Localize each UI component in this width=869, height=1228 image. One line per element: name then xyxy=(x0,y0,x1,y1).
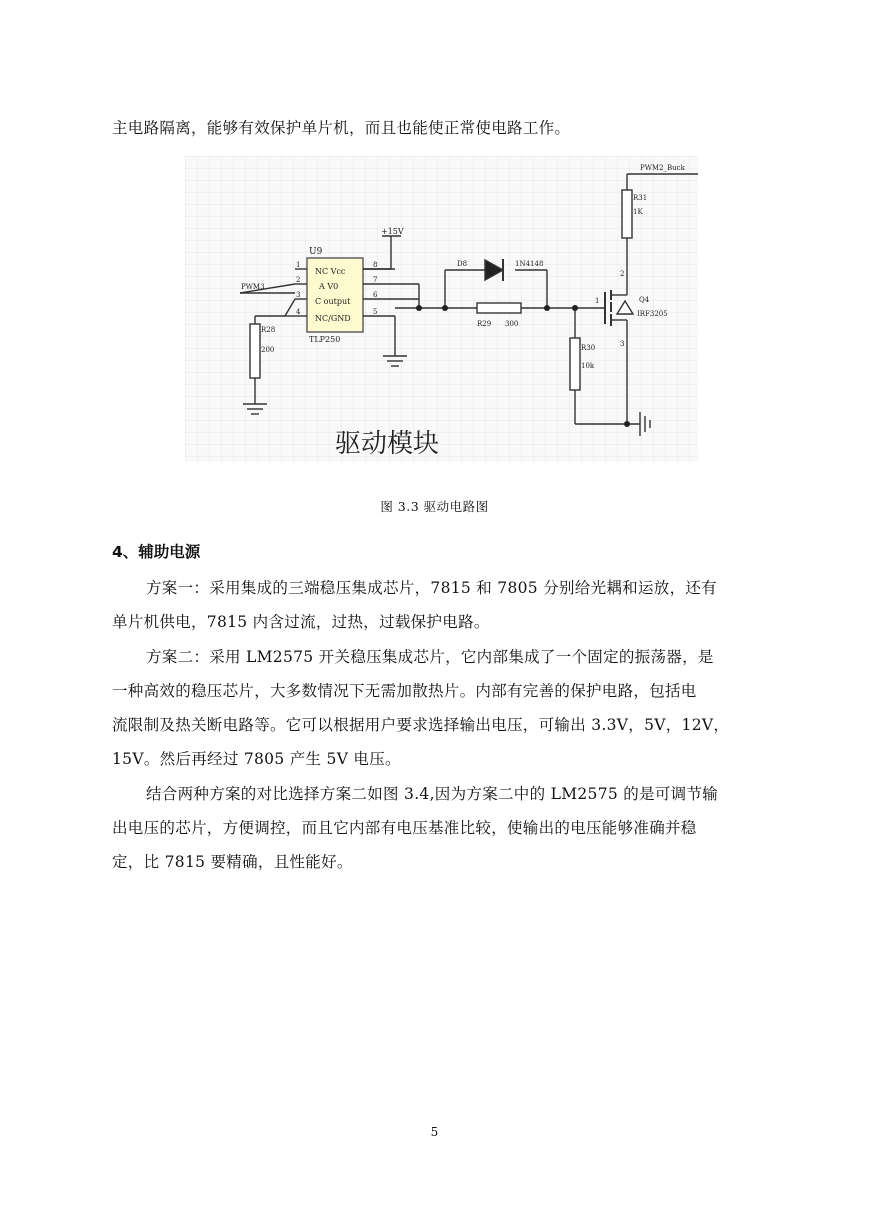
r31-label: R31 xyxy=(633,194,648,202)
paragraph-3-line-3: 定，比 7815 要精确，且性能好。 xyxy=(112,853,353,871)
u9-internal-label-3: C output xyxy=(315,297,351,306)
r28-label: R28 xyxy=(261,326,276,334)
u9-pin-6: 6 xyxy=(373,291,378,299)
u9-part-label: TLP250 xyxy=(309,335,341,344)
d8-part-label: 1N4148 xyxy=(515,260,544,268)
pwm2-buck-label: PWM2_Buck xyxy=(640,164,685,172)
r30-resistor xyxy=(570,338,580,390)
q4-label: Q4 xyxy=(639,296,650,304)
supply-label: +15V xyxy=(381,227,404,236)
paragraph-2-line-3: 流限制及热关断电路等。它可以根据用户要求选择输出电压，可输出 3.3V，5V，12V， xyxy=(112,716,730,734)
u9-pin-7: 7 xyxy=(373,276,378,284)
section-heading: 4、辅助电源 xyxy=(112,543,201,561)
r29-resistor xyxy=(477,303,521,313)
r30-label: R30 xyxy=(581,344,596,352)
paragraph-1-line-2: 单片机供电，7815 内含过流，过热，过载保护电路。 xyxy=(112,613,490,631)
u9-pin-5: 5 xyxy=(373,308,378,316)
paragraph-1-line-1: 方案一：采用集成的三端稳压集成芯片，7815 和 7805 分别给光耦和运放，还有 xyxy=(146,579,717,597)
u9-pin-3: 3 xyxy=(296,291,301,299)
q4-pin-gate: 1 xyxy=(595,297,600,305)
module-title: 驱动模块 xyxy=(335,429,440,459)
paragraph-2-line-1: 方案二：采用 LM2575 开关稳压集成芯片，它内部集成了一个固定的振荡器，是 xyxy=(146,648,714,666)
d8-label: D8 xyxy=(457,260,468,268)
paragraph-3-line-2: 出电压的芯片，方便调控，而且它内部有电压基准比较，使输出的电压能够准确并稳 xyxy=(112,819,697,837)
q4-pin-source: 3 xyxy=(620,340,625,348)
u9-pin-1: 1 xyxy=(296,261,301,269)
drive-circuit-schematic xyxy=(185,156,698,462)
r28-value: 200 xyxy=(261,346,275,354)
r28-resistor xyxy=(250,324,260,378)
r29-label: R29 xyxy=(477,320,492,328)
r30-value: 10k xyxy=(581,362,595,370)
paragraph-3-line-1: 结合两种方案的对比选择方案二如图 3.4,因为方案二中的 LM2575 的是可调节输 xyxy=(146,785,719,803)
r31-resistor xyxy=(622,190,632,238)
paragraph-2-line-4: 15V。然后再经过 7805 产生 5V 电压。 xyxy=(112,750,401,768)
figure-caption: 图 3.3 驱动电路图 xyxy=(380,499,489,514)
u9-internal-label-2: A V0 xyxy=(319,282,339,291)
page-number: 5 xyxy=(430,1125,439,1139)
u9-internal-label-4: NC/GND xyxy=(315,314,351,323)
r31-value: 1K xyxy=(633,208,643,216)
q4-part-label: IRF3205 xyxy=(637,310,668,318)
u9-pin-4: 4 xyxy=(296,308,301,316)
pwm3-label: PWM3 xyxy=(241,283,265,291)
intro-line: 主电路隔离，能够有效保护单片机，而且也能使正常使电路工作。 xyxy=(112,119,571,137)
paragraph-2-line-2: 一种高效的稳压芯片，大多数情况下无需加散热片。内部有完善的保护电路，包括电 xyxy=(112,682,697,700)
q4-pin-drain: 2 xyxy=(620,270,625,278)
u9-label: U9 xyxy=(309,247,323,257)
u9-internal-label-1: NC Vcc xyxy=(315,267,346,276)
r29-value: 300 xyxy=(505,320,519,328)
u9-pin-8: 8 xyxy=(373,261,378,269)
u9-pin-2: 2 xyxy=(296,276,301,284)
